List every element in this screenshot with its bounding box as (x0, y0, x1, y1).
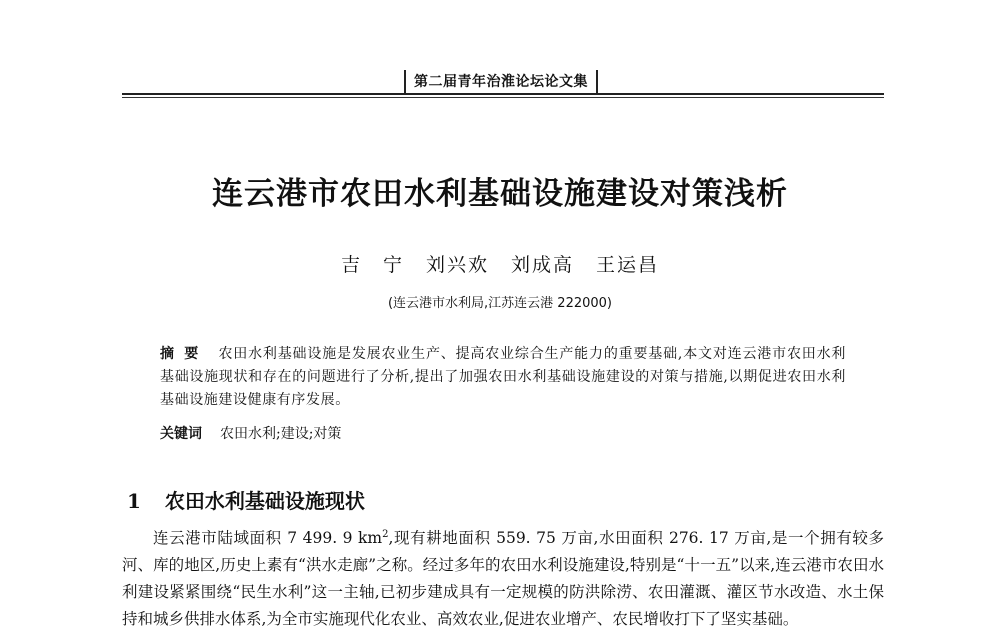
section-paragraph (122, 525, 884, 633)
abstract-text: 农田水利基础设施是发展农业生产、提高农业综合生产能力的重要基础,本文对连云港市农田水利基础设施现状和存在的问题进行了分析,提出了加强农田水利基础设施建设的对策与措施,以期促进农田水利基础设施建设健康有序发展。 (160, 346, 847, 408)
author-list: 吉 宁 刘兴欢 刘成高 王运昌 (340, 254, 660, 276)
keywords (160, 423, 341, 445)
section-title: 农田水利基础设施现状 (164, 489, 365, 513)
abstract (160, 343, 846, 412)
abstract-label: 摘要 (160, 346, 209, 362)
keywords-text: 农田水利;建设;对策 (220, 426, 342, 442)
running-head: 第二届青年治淮论坛论文集 (404, 70, 598, 93)
section-number: 1 (127, 489, 141, 513)
section-heading (127, 485, 365, 514)
header-rule (122, 93, 884, 95)
paper-title: 连云港市农田水利基础设施建设对策浅析 (212, 176, 788, 212)
paragraph-text-part1: 连云港市陆域面积 7 499. 9 km (153, 529, 383, 547)
affiliation: (连云港市水利局,江苏连云港 222000) (387, 296, 613, 311)
superscript-unit: 2 (382, 528, 389, 540)
header-rule-thin (122, 97, 884, 98)
paragraph-text-part2: ,现有耕地面积 559. 75 万亩,水田面积 276. 17 万亩,是一个拥有较多河、库的地区,历史上素有“洪水走廊”之称。经过多年的农田水利设施建设,特别是“十一五”以来,连云港市农田水利建设紧紧围绕“民生水利”这一主轴,已初步建成具有一定规模的防洪除涝、农田灌溉、灌区节水改造、水土保持和城乡供排水体系,为全市实施现代化农业、高效农业,促进农业增产、农民增收打下了坚实基础。 (122, 529, 884, 628)
keywords-label: 关键词 (160, 426, 202, 442)
